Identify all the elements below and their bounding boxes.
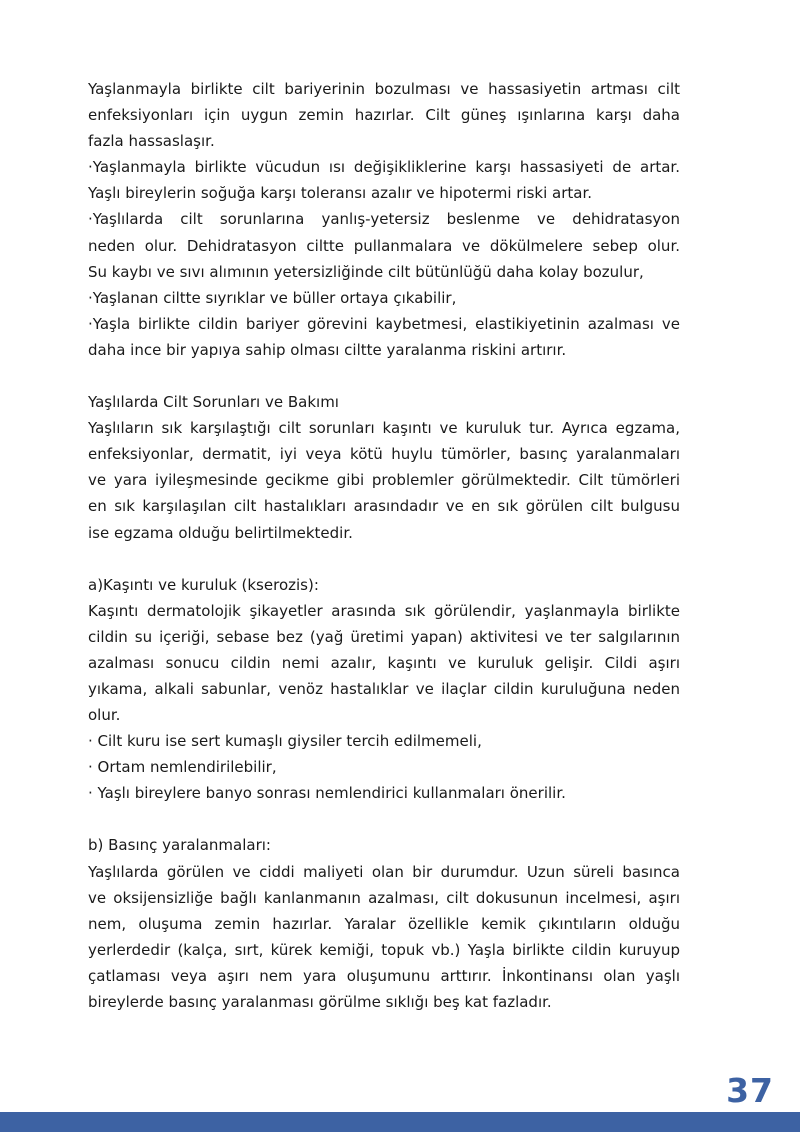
text-line: cildin su içeriği, sebase bez (yağ üretimi yapan) aktivitesi ve ter salgılarının — [88, 627, 680, 646]
text-line: Yaşlı bireylerin soğuğa karşı toleransı azalır ve hipotermi riski artar. — [88, 184, 593, 203]
text-line: çatlaması veya aşırı nem yara oluşumunu arttırır. İnkontinansı olan yaşlı — [88, 966, 680, 985]
text-line: ve oksijensizliğe bağlı kanlanmanın azalması, cilt dokusunun incelmesi, aşırı — [88, 888, 680, 907]
bullet-line: ·Yaşlanan ciltte sıyrıklar ve büller ortaya çıkabilir, — [88, 288, 457, 307]
footer-bar — [0, 1112, 800, 1132]
text-line: yerlerdedir (kalça, sırt, kürek kemiği, topuk vb.) Yaşla birlikte cildin kuruyup — [88, 940, 680, 959]
pressure-injury-section — [88, 832, 680, 1015]
skin-problems-section — [88, 389, 680, 546]
bullet-line: ·Yaşlılarda cilt sorunlarına yanlış-yetersiz beslenme ve dehidratasyon — [88, 210, 680, 229]
text-line: enfeksiyonları için uygun zemin hazırlar. Cilt güneş ışınlarına karşı daha — [88, 106, 680, 125]
text-line: nem, oluşuma zemin hazırlar. Yaralar özellikle kemik çıkıntıların olduğu — [88, 914, 680, 933]
text-line: azalması sonucu cildin nemi azalır, kaşıntı ve kuruluk gelişir. Cildi aşırı — [88, 653, 680, 672]
text-line: enfeksiyonlar, dermatit, iyi veya kötü huylu tümörler, basınç yaralanmaları — [88, 445, 680, 464]
bullet-line: · Yaşlı bireylere banyo sonrası nemlendirici kullanmaları önerilir. — [88, 784, 566, 803]
page-number: 37 — [726, 1071, 774, 1110]
text-line: yıkama, alkali sabunlar, venöz hastalıklar ve ilaçlar cildin kuruluğuna neden — [88, 679, 680, 698]
paragraph-gap — [88, 363, 680, 389]
text-line: olur. — [88, 706, 121, 725]
text-line: Kaşıntı dermatolojik şikayetler arasında sık görülendir, yaşlanmayla birlikte — [88, 601, 680, 620]
section-heading: a)Kaşıntı ve kuruluk (kserozis): — [88, 575, 319, 594]
text-line: Su kaybı ve sıvı alımının yetersizliğinde cilt bütünlüğü daha kolay bozulur, — [88, 262, 644, 281]
bullet-line: ·Yaşla birlikte cildin bariyer görevini kaybetmesi, elastikiyetinin azalması ve — [88, 314, 680, 333]
bullet-line: ·Yaşlanmayla birlikte vücudun ısı değişikliklerine karşı hassasiyeti de artar. — [88, 158, 680, 177]
paragraph-gap — [88, 806, 680, 832]
paragraph-gap — [88, 546, 680, 572]
bullet-line: · Ortam nemlendirilebilir, — [88, 758, 277, 777]
intro-paragraph — [88, 76, 680, 363]
text-line: fazla hassaslaşır. — [88, 132, 215, 151]
text-line: en sık karşılaşılan cilt hastalıkları arasındadır ve en sık görülen cilt bulgusu — [88, 497, 680, 516]
itching-section — [88, 572, 680, 807]
text-line: daha ince bir yapıya sahip olması ciltte yaralanma riskini artırır. — [88, 340, 567, 359]
text-line: ise egzama olduğu belirtilmektedir. — [88, 523, 353, 542]
text-line: Yaşlıların sık karşılaştığı cilt sorunları kaşıntı ve kuruluk tur. Ayrıca egzama, — [88, 419, 680, 438]
text-line: ve yara iyileşmesinde gecikme gibi problemler görülmektedir. Cilt tümörleri — [88, 471, 680, 490]
text-line: neden olur. Dehidratasyon ciltte pullanmalara ve dökülmelere sebep olur. — [88, 236, 680, 255]
text-line: Yaşlanmayla birlikte cilt bariyerinin bozulması ve hassasiyetin artması cilt — [88, 80, 680, 98]
section-heading: b) Basınç yaralanmaları: — [88, 836, 271, 855]
page-body — [88, 76, 680, 1015]
text-line: Yaşlılarda görülen ve ciddi maliyeti olan bir durumdur. Uzun süreli basınca — [88, 862, 680, 881]
section-heading: Yaşlılarda Cilt Sorunları ve Bakımı — [88, 393, 339, 412]
text-line: bireylerde basınç yaralanması görülme sıklığı beş kat fazladır. — [88, 993, 552, 1011]
bullet-line: · Cilt kuru ise sert kumaşlı giysiler tercih edilmemeli, — [88, 732, 482, 751]
